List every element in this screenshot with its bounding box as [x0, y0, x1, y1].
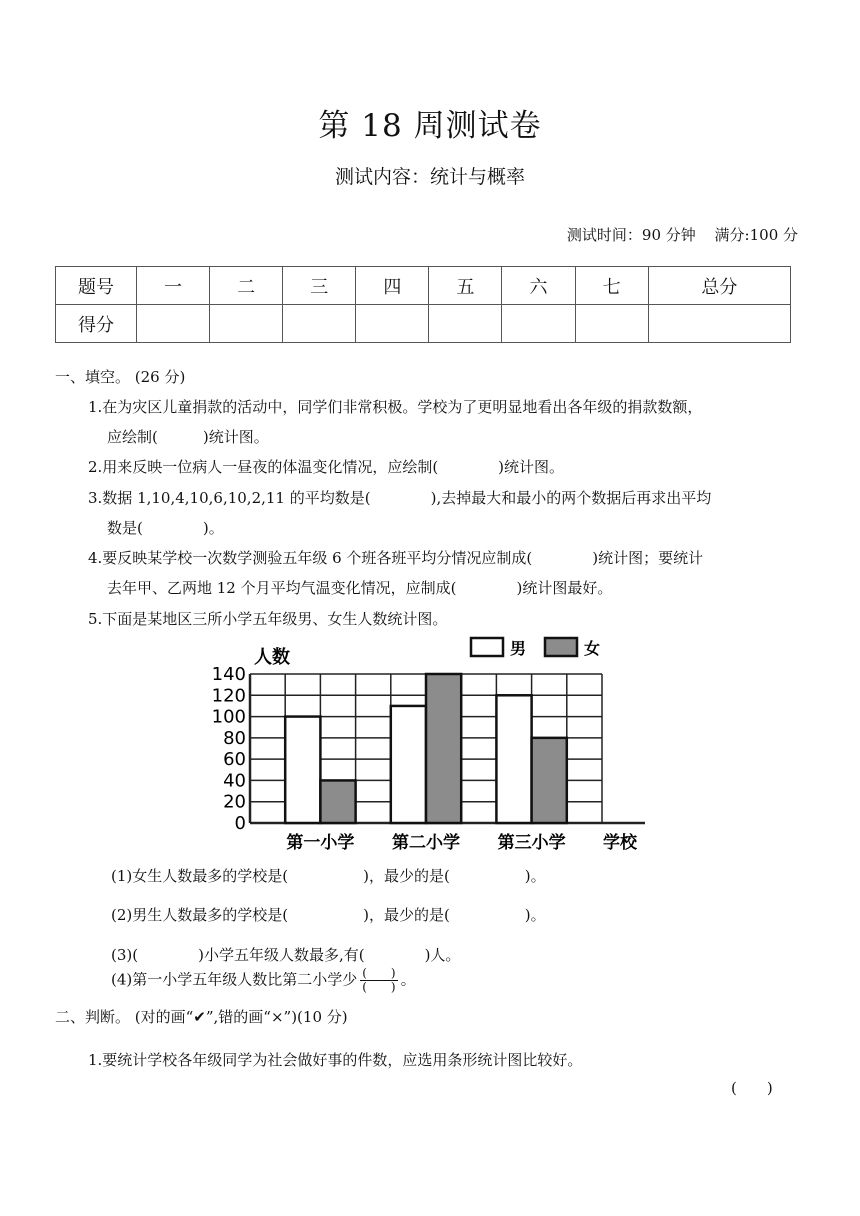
- score-cell[interactable]: [356, 305, 429, 343]
- page-title: 第 18 周测试卷: [318, 108, 542, 144]
- chart-x-axis-label: 学校: [603, 833, 637, 853]
- score-header-cell: 二: [210, 267, 283, 305]
- bar-girls-2: [426, 674, 461, 823]
- score-cell[interactable]: [137, 305, 210, 343]
- score-cell[interactable]: [575, 305, 648, 343]
- score-cell[interactable]: [502, 305, 575, 343]
- score-header-cell: 一: [137, 267, 210, 305]
- exam-meta: [553, 224, 798, 245]
- chart-x-labels: [286, 832, 565, 853]
- y-tick-label: 0: [234, 813, 246, 834]
- score-header-cell: 七: [575, 267, 648, 305]
- legend-label-girls: 女: [584, 639, 601, 658]
- judge-question-1: 1.要统计学校各年级同学为社会做好事的件数，应选用条形统计图比较好。: [88, 1051, 583, 1069]
- y-tick-label: 40: [223, 770, 246, 792]
- sub-question-3: (3)( )小学五年级人数最多,有( )人。: [111, 946, 461, 964]
- question-4: 4.要反映某学校一次数学测验五年级 6 个班各班平均分情况应制成( )统计图；要统计: [88, 549, 704, 567]
- score-table-score-row: [56, 305, 791, 343]
- fraction-denominator: ( ): [362, 980, 396, 994]
- bar-boys-1: [285, 717, 320, 823]
- bar-girls-1: [320, 780, 355, 823]
- score-cell[interactable]: [210, 305, 283, 343]
- section2-heading: 二、判断。 (对的画“✔”,错的画“×”)(10 分): [55, 1008, 348, 1026]
- chart-y-axis-label: 人数: [254, 647, 290, 668]
- sub-question-4: [111, 967, 416, 994]
- bar-boys-3: [496, 695, 531, 823]
- bar-boys-2: [391, 706, 426, 823]
- score-header-cell: 四: [356, 267, 429, 305]
- y-tick-label: 20: [223, 791, 246, 813]
- score-table: [55, 266, 791, 343]
- score-row-label: 得分: [56, 305, 137, 343]
- question-1-cont: 应绘制( )统计图。: [107, 428, 269, 446]
- legend-swatch-girls: [545, 638, 577, 656]
- sub-question-4-text: (4)第一小学五年级人数比第二小学少: [111, 970, 358, 989]
- x-category-label: 第二小学: [392, 833, 460, 853]
- chart-legend: [471, 638, 600, 658]
- score-table-header-row: [56, 267, 791, 305]
- exam-full-score: 满分:100 分: [714, 226, 798, 244]
- chart-bars: [285, 674, 567, 823]
- question-1: 1.在为灾区儿童捐款的活动中，同学们非常积极。学校为了更明显地看出各年级的捐款数额，: [88, 398, 703, 416]
- fraction-blank[interactable]: [360, 967, 397, 994]
- x-category-label: 第一小学: [286, 833, 355, 853]
- score-cell[interactable]: [648, 305, 790, 343]
- judge-answer-blank[interactable]: ( ): [731, 1079, 773, 1097]
- section1-heading: 一、填空。 (26 分): [55, 368, 186, 386]
- x-category-label: 第三小学: [497, 833, 566, 853]
- question-3-cont: 数是( )。: [107, 519, 224, 537]
- bar-girls-3: [532, 738, 567, 823]
- score-cell[interactable]: [283, 305, 356, 343]
- sub-question-1: (1)女生人数最多的学校是( )，最少的是( )。: [111, 867, 546, 885]
- question-4-cont: 去年甲、乙两地 12 个月平均气温变化情况，应制成( )统计图最好。: [107, 579, 613, 597]
- sub-question-2: (2)男生人数最多的学校是( )，最少的是( )。: [111, 906, 546, 924]
- question-5: 5.下面是某地区三所小学五年级男、女生人数统计图。: [88, 610, 448, 628]
- question-2: 2.用来反映一位病人一昼夜的体温变化情况，应绘制( )统计图。: [88, 458, 565, 476]
- exam-time: 测试时间：90 分钟: [566, 226, 696, 244]
- score-header-cell: 总分: [648, 267, 790, 305]
- score-header-cell: 三: [283, 267, 356, 305]
- page-subtitle: 测试内容：统计与概率: [334, 166, 525, 188]
- y-tick-label: 100: [211, 706, 246, 728]
- legend-swatch-boys: [471, 638, 503, 656]
- question-3: 3.数据 1,10,4,10,6,10,2,11 的平均数是( ),去掉最大和最小的两个数据后再求出平均: [88, 489, 712, 507]
- score-header-cell: 题号: [56, 267, 137, 305]
- chart-y-ticks: [212, 664, 246, 834]
- y-tick-label: 60: [223, 749, 246, 771]
- score-cell[interactable]: [429, 305, 502, 343]
- y-tick-label: 80: [223, 727, 246, 749]
- score-header-cell: 六: [502, 267, 575, 305]
- score-header-cell: 五: [429, 267, 502, 305]
- legend-label-boys: 男: [510, 639, 527, 658]
- y-tick-label: 120: [211, 685, 246, 707]
- sub-question-4-end: 。: [400, 970, 416, 989]
- y-tick-label: 140: [211, 664, 246, 685]
- fraction-numerator: ( ): [362, 966, 396, 980]
- bar-chart: [200, 630, 660, 860]
